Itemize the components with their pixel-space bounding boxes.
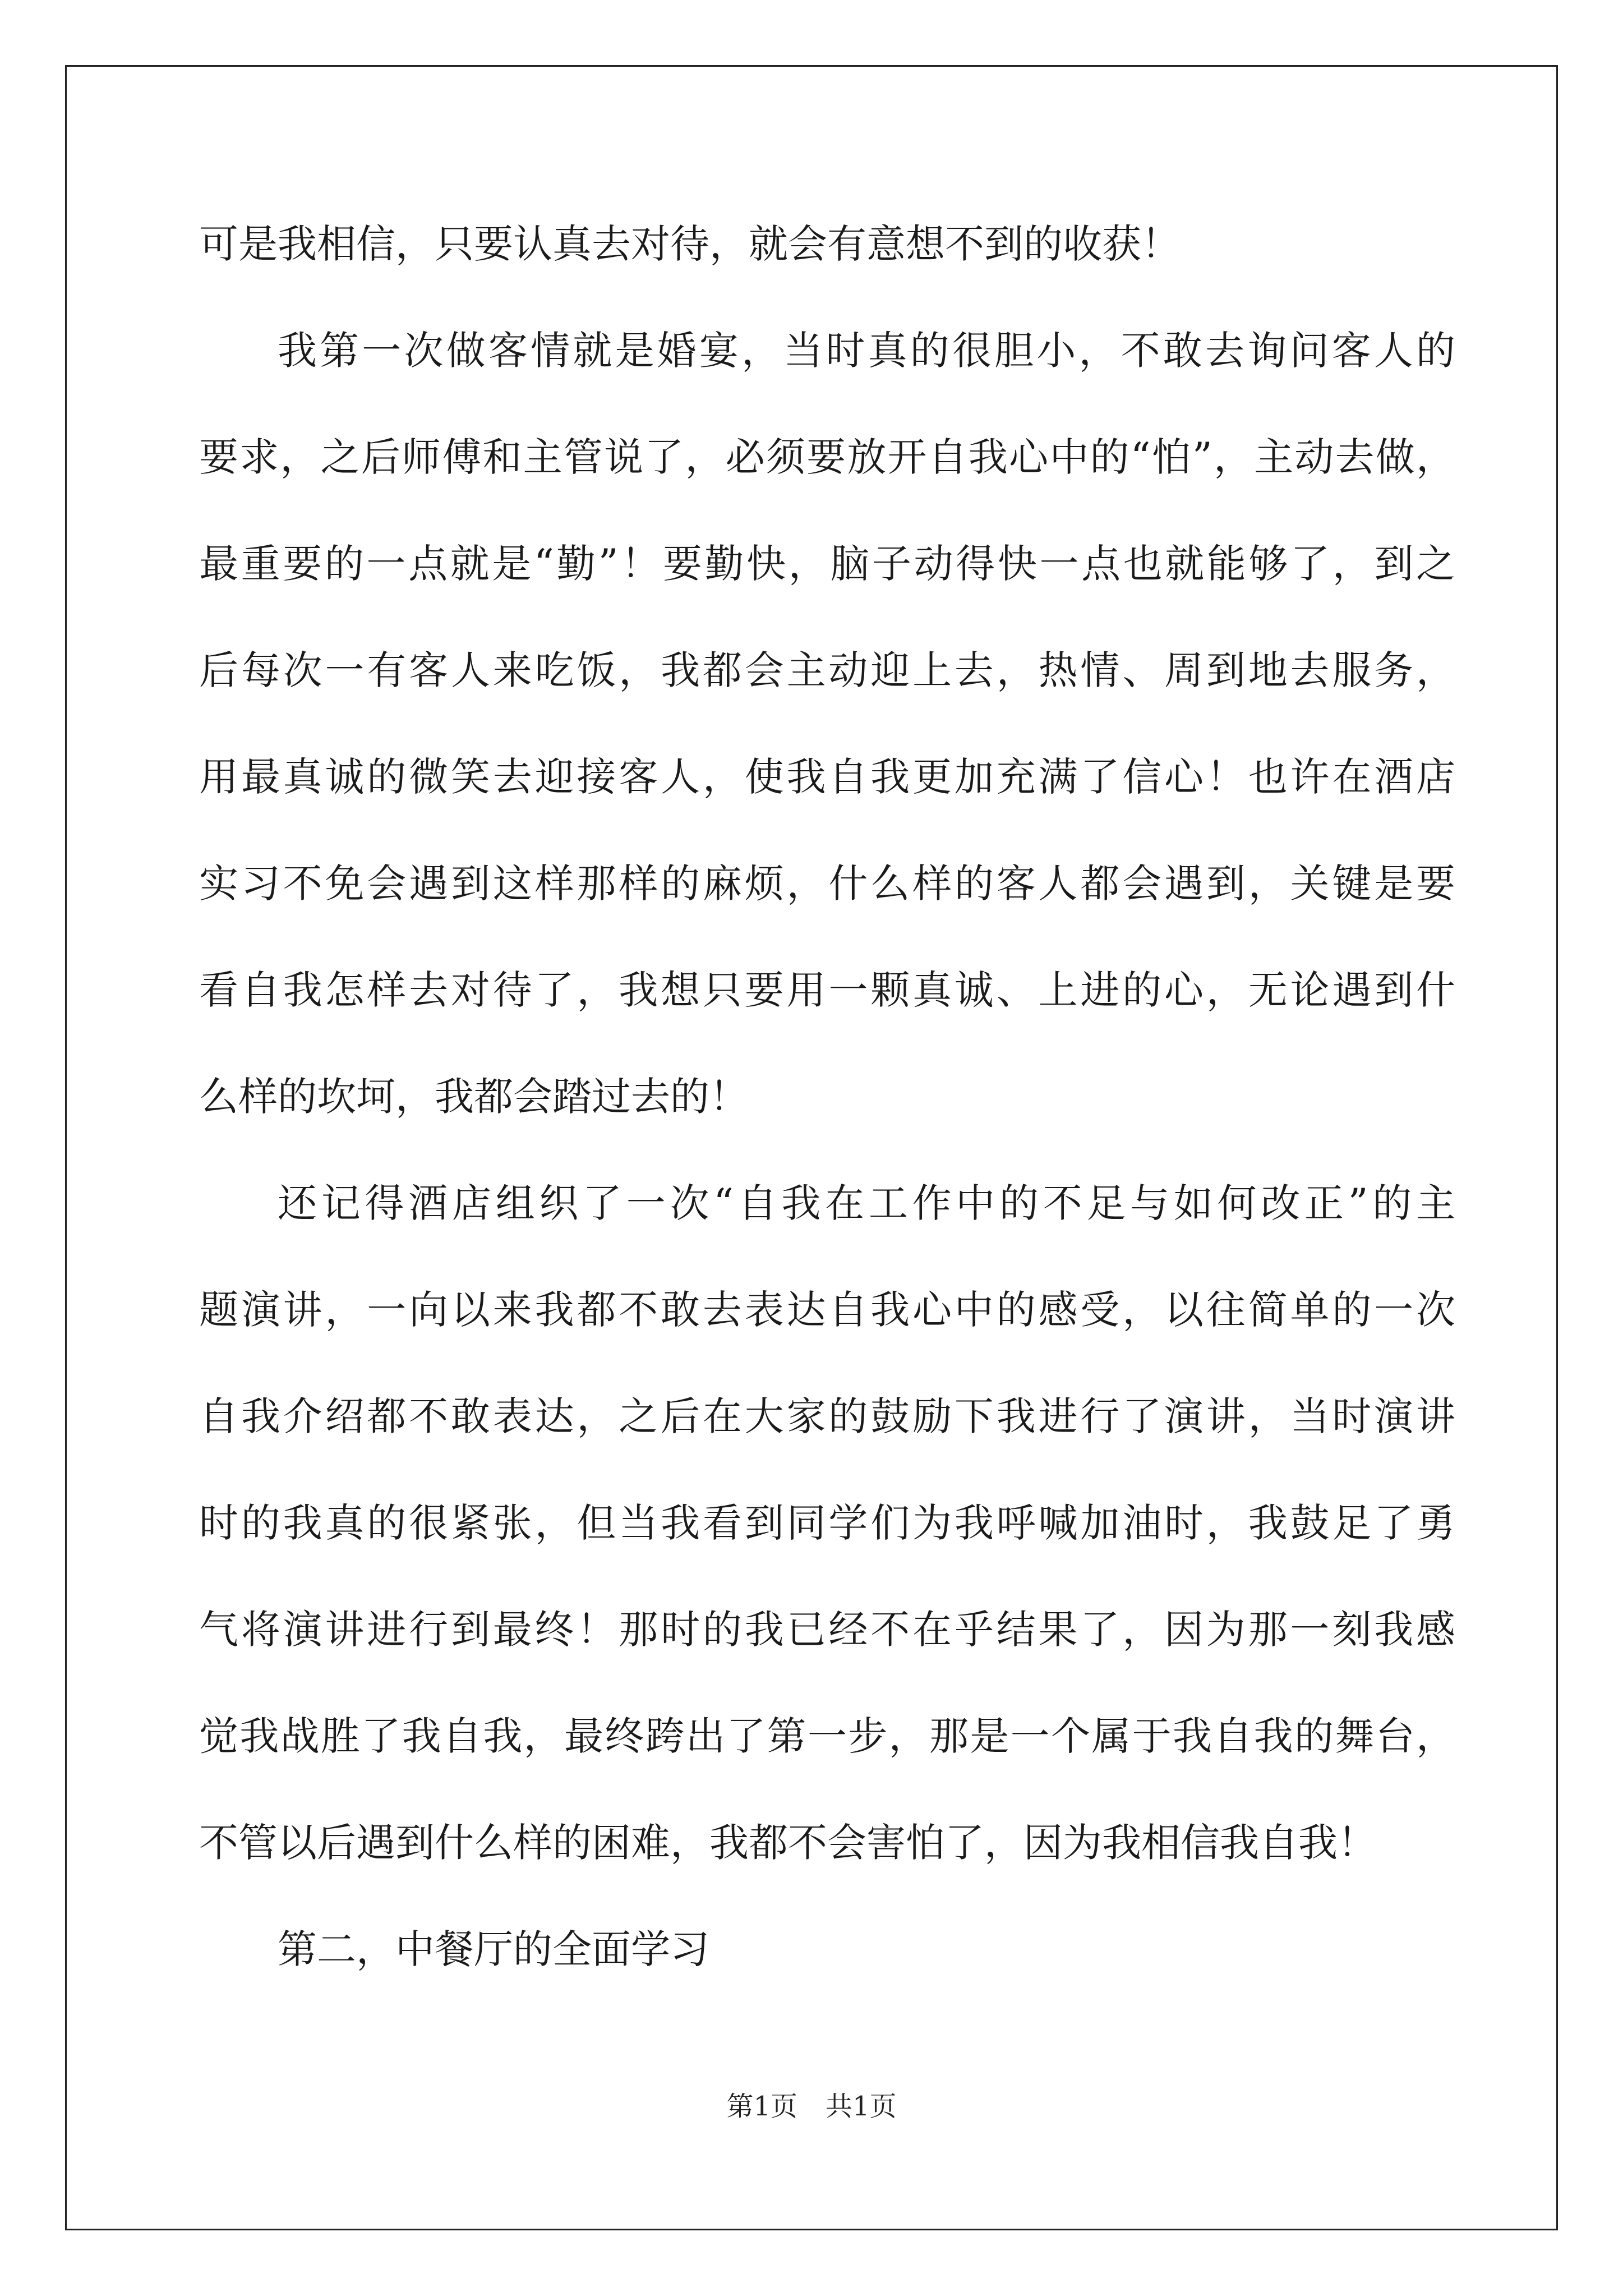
text-line: 我第一次做客情就是婚宴，当时真的很胆小，不敢去询问客人的 [278, 328, 1455, 374]
text-line: 还记得酒店组织了一次“自我在工作中的不足与如何改正”的主 [278, 1180, 1455, 1226]
text-line: 么样的坎坷，我都会踏过去的！ [199, 1074, 749, 1120]
text-line: 可是我相信，只要认真去对待，就会有意想不到的收获！ [199, 221, 1181, 267]
page-total: 共1页 [826, 2091, 897, 2122]
section-heading: 第二，中餐厅的全面学习 [278, 1926, 709, 1972]
text-line: 觉我战胜了我自我，最终跨出了第一步，那是一个属于我自我的舞台， [199, 1713, 1455, 1759]
page-footer [0, 2090, 1623, 2123]
text-line: 要求，之后师傅和主管说了，必须要放开自我心中的“怕”，主动去做， [199, 434, 1455, 480]
text-line: 气将演讲进行到最终！那时的我已经不在乎结果了，因为那一刻我感 [199, 1607, 1455, 1653]
page-number: 第1页 [726, 2091, 797, 2122]
text-line: 时的我真的很紧张，但当我看到同学们为我呼喊加油时，我鼓足了勇 [199, 1500, 1455, 1546]
text-line: 最重要的一点就是“勤”！要勤快，脑子动得快一点也就能够了，到之 [199, 541, 1455, 587]
text-line: 不管以后遇到什么样的困难，我都不会害怕了，因为我相信我自我！ [199, 1820, 1377, 1866]
text-line: 自我介绍都不敢表达，之后在大家的鼓励下我进行了演讲，当时演讲 [199, 1393, 1455, 1439]
text-line: 题演讲，一向以来我都不敢去表达自我心中的感受，以往简单的一次 [199, 1287, 1455, 1333]
text-line: 用最真诚的微笑去迎接客人，使我自我更加充满了信心！也许在酒店 [199, 754, 1455, 800]
text-line: 看自我怎样去对待了，我想只要用一颗真诚、上进的心，无论遇到什 [199, 967, 1455, 1013]
text-line: 后每次一有客人来吃饭，我都会主动迎上去，热情、周到地去服务， [199, 647, 1455, 693]
page-border [65, 65, 1558, 2230]
text-line: 实习不免会遇到这样那样的麻烦，什么样的客人都会遇到，关键是要 [199, 861, 1455, 907]
